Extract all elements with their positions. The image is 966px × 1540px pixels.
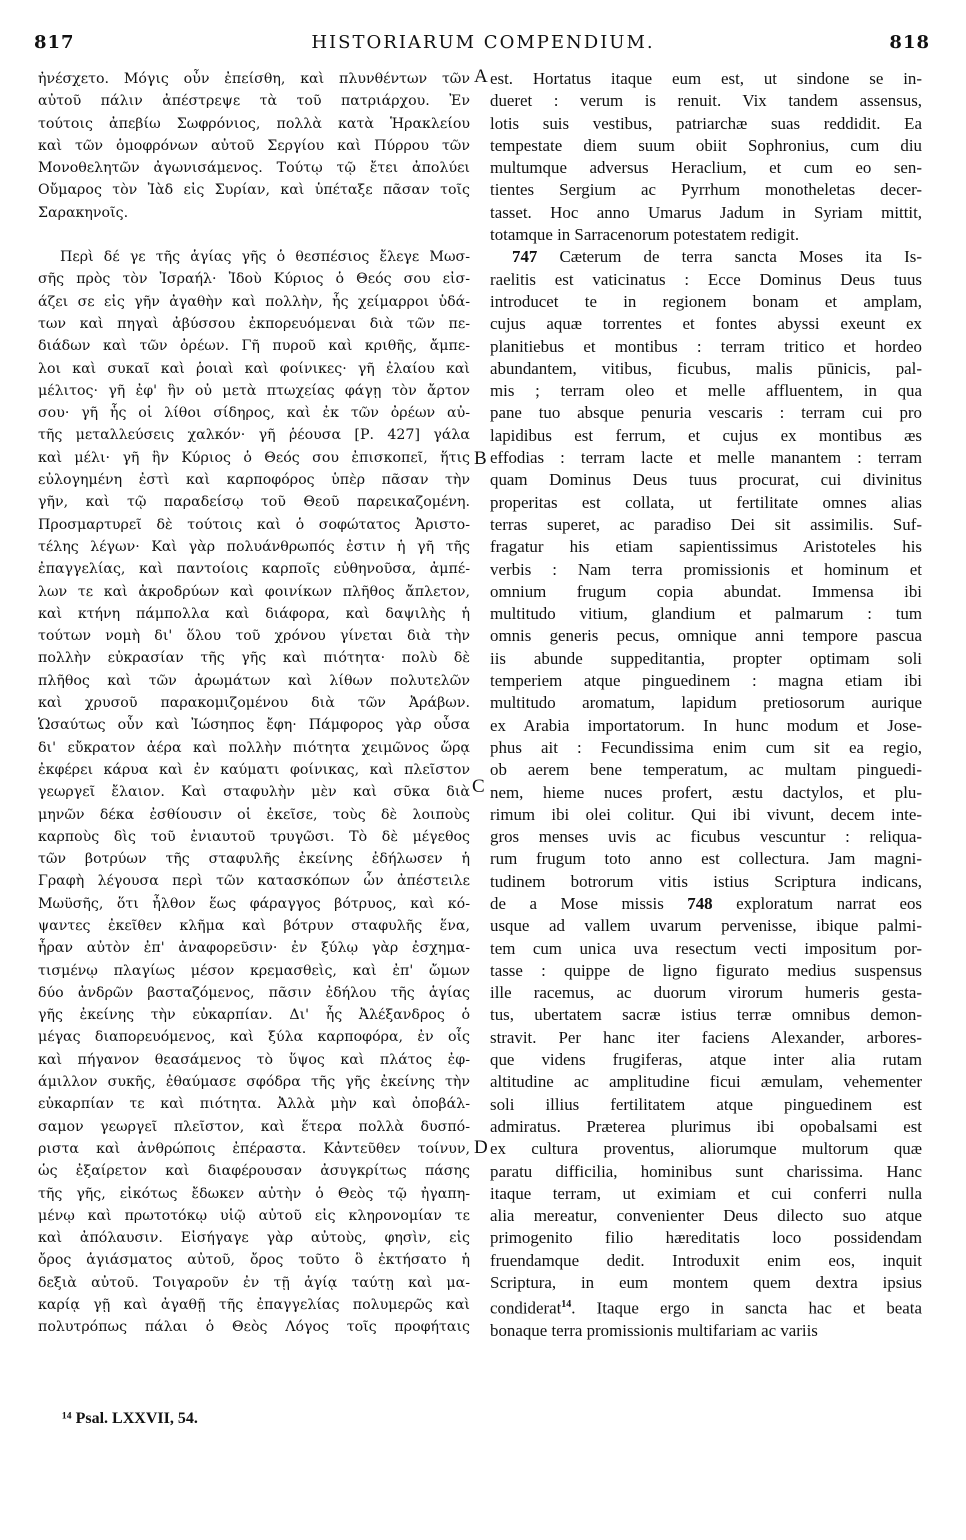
text-line: multitudo vitium, glandium et palmarum : tum: [490, 604, 922, 624]
text-line: tientes Sergium ac Pyrrhum monotheletas decer-: [490, 180, 922, 200]
text-line: abundantem, vitibus, ficubus, malis pūnicis, pal-: [490, 358, 922, 378]
text-line: Γραφὴ λέγουσα περὶ τῶν κατασκόπων ὧν ἀπέστειλε: [38, 873, 470, 890]
text-line: καὶ τῶν ὁμοφρόνων αὐτοῦ Σεργίου καὶ Πύρρου τῶν: [38, 137, 470, 154]
text-line: effodias : terram lacte et melle manantem : terram: [490, 448, 922, 468]
text-line: tempestate diem suum obiit Sophronius, cum diu: [490, 135, 922, 155]
footnote: ¹⁴ Psal. LXXVII, 54.: [62, 1410, 198, 1427]
text-line: τούτοις ἀπεβίω Σωφρόνιος, πολλὰ κατὰ Ἡρακλείου: [38, 115, 470, 132]
text-line: properitas est collata, ut fertilitate omnes alias: [490, 492, 922, 512]
greek-paragraph-1: [38, 68, 470, 224]
section-number-748: 748: [687, 893, 713, 913]
text-line: μένῳ καὶ πρωτοτόκῳ υἱῷ αὐτοῦ εἰς κληρονομίαν τε: [38, 1207, 470, 1224]
text-line: εὐκαρπίαν τε καὶ πιότητα. Ἀλλὰ μὴν καὶ ὀποβάλ-: [38, 1096, 470, 1113]
latin-line-first: Cæterum de terra sancta Moses ita Is-: [537, 247, 922, 267]
text-line: est. Hortatus itaque eum est, ut sindone se in-: [490, 69, 922, 88]
text-line: admiratus. Præterea plurimus ibi opobalsami est: [490, 1116, 922, 1136]
text-line: Μονοθελητῶν ἀγωνισάμενος. Τούτῳ τῷ ἔτει ἀπολύει: [38, 160, 470, 177]
text-line: temperiem atque pinguedinem : magna etiam ibi: [490, 671, 922, 691]
text-line: dueret : verum is renuit. Vix tandem assensus,: [490, 91, 922, 111]
text-line: phus ait : Fecundissima enim cum sit ea regio,: [490, 737, 922, 757]
text-line: tasset. Hoc anno Umarus Jadum in Syriam mittit,: [490, 202, 922, 222]
text-line: γεωργεῖ ἔλαιον. Καὶ σταφυλὴν μὲν καὶ σῦκα διὰ: [38, 784, 470, 801]
text-line: rum frugum toto anno est collectura. Jam magni-: [490, 849, 922, 869]
text-line: tudinem botrorum vitis istius Scriptura indicans,: [490, 871, 922, 891]
text-line: omnis generis pecus, omnique anni tempore pascua: [490, 626, 922, 646]
text-line: planitiebus et montibus : terram tritico et hordeo: [490, 336, 922, 356]
text-line: mis ; terram oleo et melle affluentem, in qua: [490, 381, 922, 401]
text-line: multumque adversus Heraclium, et cum eo sen-: [490, 158, 922, 178]
latin-footnote-ref-line: [490, 1294, 922, 1320]
text-line: usque ad vallem uvarum pervenisse, ibique palmi-: [490, 916, 922, 936]
text-line: lapidibus est ferrum, et cujus ex montibus æs: [490, 425, 922, 445]
text-line: altitudine ac amplitudine ficui æmulam, vehementer: [490, 1072, 922, 1092]
text-line: introducet te in regionem bonam et amplam,: [490, 291, 922, 311]
text-line: μηνῶν δέκα ἐσθίουσιν οἱ ἐκεῖσε, τοὺς δὲ λοιποὺς: [38, 806, 470, 823]
text-line: σαμον γεωργεῖ πλεῖστον, καὶ ἕτερα πολλὰ δυσπό-: [38, 1118, 470, 1135]
text-line: ριστα καὶ ἀνθρώποις ἐπέραστα. Κἀντεῦθεν τοίνυν,: [38, 1140, 470, 1157]
text-line: ψαντες ἐκεῖθεν κλῆμα καὶ βότρυν σταφυλῆς ἕνα,: [38, 917, 470, 934]
text-line: δι' εὔκρατον ἀέρα καὶ πολλὴν πιότητα χειμῶνος ὥρᾳ: [38, 739, 470, 756]
latin-paragraph-1: [490, 68, 922, 246]
latin-section-line-748: [490, 893, 922, 915]
text-line: πολλὴν εὐκρασίαν τῆς γῆς καὶ πιότητα· πολὺ δὲ: [38, 650, 470, 667]
text-line: ἠνέσχετο. Μόγις οὖν ἐπείσθη, καὶ πλυνθέντων τῶν: [38, 71, 470, 87]
text-line: Σαρακηνοῖς.: [38, 204, 129, 221]
text-line: γῆν, καὶ τῷ παραδείσῳ τοῦ Θεοῦ παρεικαζομένη.: [38, 494, 470, 511]
text-line: iis abunde suppeditantia, propter optimam soli: [490, 648, 922, 668]
text-line: ὡς ἐξαίρετον καὶ διαφέρουσαν ἀσυγκρίτως πάσης: [38, 1163, 470, 1180]
text-line: γῆς ἐκείνης τὴν εὐκαρπίαν. Δι' ἧς Ἀλέξανδρος ὁ: [38, 1007, 470, 1024]
text-line: σου· γῆ ἧς οἱ λίθοι σίδηρος, καὶ ἐκ τῶν ὀρέων αὐ-: [38, 405, 470, 422]
right-page-number: 818: [889, 32, 930, 53]
text-line: τούτων νομὴ δι' ὅλου τοῦ χρόνου γίνεται διὰ τὴν: [38, 628, 470, 645]
latin-paragraph-2: [490, 269, 922, 893]
text-line: stravit. Per hanc iter faciens Alexander, arbores-: [490, 1027, 922, 1047]
greek-column: [38, 68, 470, 1339]
text-line: que videns frugiferas, atque inter alia rutam: [490, 1050, 922, 1070]
latin-last-line: bonaque terra promissionis multifariam ac variis: [490, 1321, 818, 1341]
text-line: tem cum unica uva resectum vecti impositum por-: [490, 938, 922, 958]
text-line: Οὔμαρος τὸν Ἰὰδ εἰς Συρίαν, καὶ ὑπέταξε πᾶσαν τοῖς: [38, 182, 470, 199]
latin-column: [490, 68, 922, 1343]
text-line: καὶ κτήνη πάμπολλα καὶ διάφορα, καὶ δαψιλὴς ἡ: [38, 605, 470, 622]
text-line: multitudo aromatum, lapidum pretiosorum aurique: [490, 693, 922, 713]
text-line: τισμένῳ πλαγίως μέσον κρεμασθεὶς, καὶ ἐπ' ὤμων: [38, 962, 470, 979]
text-line: omnium frugum copia abundat. Immensa ibi: [490, 581, 922, 601]
text-line: terras superet, ac paradiso Dei sit assimilis. Suf-: [490, 514, 922, 534]
section-number-747: 747: [512, 247, 538, 267]
text-line: lotis suis vestibus, patriarchæ suas reddidit. Ea: [490, 113, 922, 133]
text-line: των καὶ πηγαὶ ἀβύσσου ἐκπορευόμεναι διὰ τῶν πε-: [38, 315, 470, 332]
text-line: raelitis est vaticinatus : Ecce Dominus Deus tuus: [490, 269, 922, 289]
text-line: Ὡσαύτως οὖν καὶ Ἰώσηπος ἔφη· Πάμφορος γὰρ οὖσα: [38, 717, 470, 734]
text-line: τῆς μεταλλεύσεις χαλκόν· γῆ ῥέουσα [Ρ. 427] γάλα: [38, 427, 470, 444]
margin-letter-d: D: [474, 1137, 488, 1158]
text-line: soli illius fertilitatem atque pinguedinem est: [490, 1094, 922, 1114]
text-line: ille racemus, ac duorum virorum humeris gesta-: [490, 983, 922, 1003]
text-line: tasse : quippe de ligno figurato medius suspensus: [490, 960, 922, 980]
text-line: gros menses uvis ac ficubus vescuntur : reliqua-: [490, 827, 922, 847]
text-line: τῶν βοτρύων τῆς σταφυλῆς ἐκείνης ἐδήλωσεν ἡ: [38, 851, 470, 868]
text-line: totamque in Sarracenorum potestatem redigit.: [490, 225, 800, 245]
text-line: μέγας διαπορευόμενος, καὶ ξύλα καρποφόρα, ἐν οἷς: [38, 1029, 470, 1046]
text-line: quam Dominus Deus tuus procurat, cui divinitus: [490, 470, 922, 490]
text-line: itaque terram, ut eximiam et cui conferri nulla: [490, 1183, 922, 1203]
text-line: pane tuo absque penuria vescaris : terram cui pro: [490, 403, 922, 423]
latin-line-part-a: de a Mose missis: [490, 893, 688, 913]
text-line: σῆς πρὸς τὸν Ἰσραήλ· Ἰδοὺ Κύριος ὁ Θεός σου εἰσ-: [38, 271, 470, 288]
latin-ref-part-b: . Itaque ergo in sancta hac et beata: [571, 1298, 922, 1318]
left-page-number: 817: [34, 32, 75, 53]
latin-ref-part-a: condiderat: [490, 1298, 562, 1318]
text-line: μέλιτος· γῆ ἐφ' ἣν οὐ μετὰ πτωχείας φάγῃ τὸν ἄρτον: [38, 382, 470, 399]
text-line: αὐτοῦ πάλιν ἀπέστρεψε τὰ τοῦ πατριάρχου. Ἐν: [38, 93, 470, 110]
text-line: άμιλλον συκῆς, ἐθαύμασε σφόδρα τῆς γῆς ἐκείνης τὴν: [38, 1074, 470, 1091]
text-line: Μωϋσῆς, ὅτι ἦλθον ἕως φάραγγος βότρυος, καὶ κό-: [38, 895, 470, 912]
text-line: καὶ ἀπόλαυσιν. Εἰσήγαγε γὰρ αὐτοὺς, φησὶν, εἰς: [38, 1230, 470, 1247]
margin-letter-b: B: [474, 448, 487, 469]
text-line: καὶ χρυσοῦ παρακομιζομένου διὰ τῶν Ἀράβων.: [38, 695, 470, 712]
text-line: λων τε καὶ ἀκροδρύων καὶ φοινίκων πλῆθος ἄπλετον,: [38, 583, 470, 600]
running-title: HISTORIARUM COMPENDIUM.: [311, 32, 655, 53]
text-line: ob aerem bene temperatum, ac multam pinguedi-: [490, 760, 922, 780]
text-line: άζει σε εἰς γῆν ἀγαθὴν καὶ πολλὴν, ἧς χείμαρροι ὑδά-: [38, 293, 470, 310]
text-line: ἐπαγγελίας, καὶ παντοίοις καρποῖς εὐθηνοῦσα, ἀμπέ-: [38, 561, 470, 578]
text-line: ex Arabia importatorum. In hunc modum et Jose-: [490, 715, 922, 735]
text-line: δύο ἀνδρῶν βασταζόμενος, πᾶσιν ἐδήλου τῆς ἁγίας: [38, 984, 470, 1001]
margin-letter-a: A: [474, 66, 488, 87]
text-line: alia mereatur, convenienter Deus dilecto suo atque: [490, 1206, 922, 1226]
text-line: διάδων καὶ τῶν ὀρέων. Γῆ πυροῦ καὶ κριθῆς, ἄμπε-: [38, 338, 470, 355]
footnote-marker: 14: [561, 1299, 572, 1311]
text-line: Scriptura, in eum montem quem dextra ipsius: [490, 1273, 922, 1293]
text-line: καρποὺς δὶς τοῦ ἐνιαυτοῦ τρυγῶσι. Τὸ δὲ μέγεθος: [38, 828, 470, 845]
latin-paragraph-3: [490, 915, 922, 1294]
latin-section-line: [490, 246, 922, 268]
text-line: ex cultura proventus, aliorumque multorum quæ: [490, 1139, 922, 1159]
margin-letter-c: C: [472, 776, 485, 797]
text-line: verbis : Nam terra promissionis et hominum et: [490, 559, 922, 579]
text-line: πλῆθος καὶ τῶν ἀρωμάτων καὶ λίθων πολυτελῶν: [38, 672, 470, 689]
text-line: λοι καὶ συκαῖ καὶ ῥοιαὶ καὶ φοίνικες· γῆ ἐλαίου καὶ: [38, 360, 470, 377]
text-line: ἐκφέρει κάρυα καὶ ἐν καύματι φοίνικας, καὶ πλεῖστον: [38, 761, 470, 778]
text-line: rimum ibi olei colitur. Qui ibi vivunt, decem inte-: [490, 804, 922, 824]
text-line: πολυτρόπως πάλαι ὁ Θεὸς Λόγος τοῖς προφήταις: [38, 1319, 470, 1336]
text-line: fragatur his etiam sapientissimus Aristoteles his: [490, 537, 922, 557]
paragraph-gap: [38, 224, 470, 246]
text-line: nem, hieme nuces profert, æstu dactylos, et plu-: [490, 782, 922, 802]
text-line: καὶ μέλι· γῆ ἣν Κύριος ὁ Θεός σου ἐπισκοπεῖ, ἥτις: [38, 449, 470, 466]
latin-line-part-b: exploratum narrat eos: [712, 893, 922, 913]
text-line: tus, ubertatem sacræ istius terræ omnibus demon-: [490, 1005, 922, 1025]
text-line: paratu difficilia, hominibus sunt charissima. Hanc: [490, 1161, 922, 1181]
text-line: fruendamque dedit. Introduxit enim eos, inquit: [490, 1250, 922, 1270]
text-line: τέλης λέγων· Καὶ γὰρ πολυάνθρωπός ἐστιν ἡ γῆ τῆς: [38, 538, 470, 555]
text-line: Περὶ δέ γε τῆς ἁγίας γῆς ὁ θεσπέσιος ἔλεγε Μωσ-: [60, 249, 470, 266]
text-line: primogenito filio hæreditatis loco possidendam: [490, 1228, 922, 1248]
text-line: ὄρος ἁγιάσματος αὐτοῦ, ὄρος τοῦτο ὃ ἐκτήσατο ἡ: [38, 1252, 470, 1269]
text-line: καὶ πήγανον θεασάμενος τὸ ὕψος καὶ πλάτος ἐφ-: [38, 1051, 470, 1068]
text-line: εὐλογημένη ἐστὶ καὶ καρποφόρος ὑπὲρ πᾶσαν τὴν: [38, 472, 470, 489]
text-line: cujus aquæ torrentes et fontes abyssi exeunt ex: [490, 314, 922, 334]
text-line: καρίᾳ γῇ καὶ ἀγαθῇ τῆς ἐπαγγελίας πολυμερῶς καὶ: [38, 1297, 470, 1314]
text-line: ἦραν αὐτὸν ἐπ' ἀναφορεῦσιν· ἐν ξύλῳ γὰρ ἐσχημα-: [38, 940, 470, 957]
greek-paragraph-2: [38, 246, 470, 1339]
text-line: δεξιὰ αὐτοῦ. Τοιγαροῦν ἐν τῇ ἁγίᾳ ταύτῃ καὶ μα-: [38, 1274, 470, 1291]
text-line: Προσμαρτυρεῖ δὲ τούτοις καὶ ὁ σοφώτατος Ἀριστο-: [38, 516, 470, 533]
text-line: τῆς γῆς, εἰκότως ἔδωκεν αὐτὴν ὁ Θεὸς τῷ ἠγαπη-: [38, 1185, 470, 1202]
